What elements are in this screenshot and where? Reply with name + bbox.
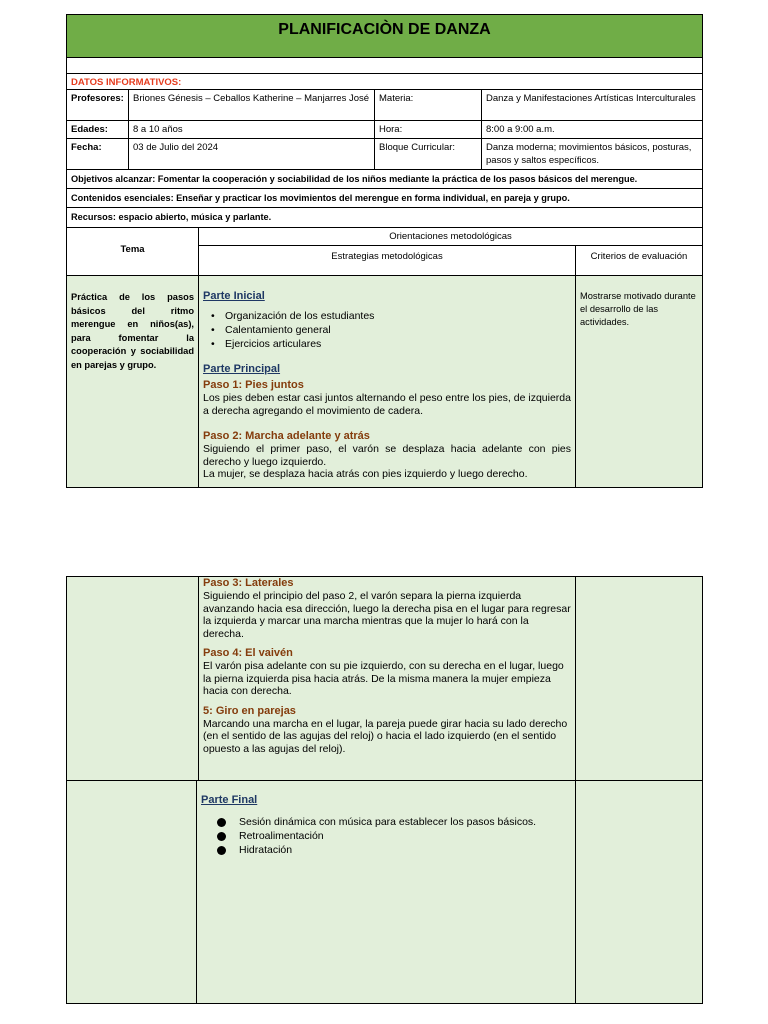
contenidos-row [66,188,703,208]
estrategias-cell-3 [197,794,575,857]
bloque-label: Bloque Curricular: [379,142,456,153]
estrategias-cell-1 [199,290,575,481]
info-section-label: DATOS INFORMATIVOS: [71,77,182,88]
paso2-text-2: La mujer, se desplaza hacia atrás con pies izquierdo y luego derecho. [203,468,528,480]
paso4-title: Paso 4: El vaivén [203,647,293,659]
list-item: • Organización de los estudiantes [211,310,375,322]
parte-final-title: Parte Final [201,794,258,806]
fecha-value: 03 de Julio del 2024 [133,142,219,153]
paso2-title: Paso 2: Marcha adelante y atrás [203,430,370,442]
orientaciones-header: Orientaciones metodológicas [389,231,512,242]
materia-value: Danza y Manifestaciones Artísticas Interculturales [486,93,696,104]
estrategias-cell-2 [199,577,575,755]
paso5-text: Marcando una marcha en el lugar, la pareja puede girar hacia su lado derecho (en el sentido de las agujas del reloj) o hacia el lado izquierdo (en el sentido opuesto a las agujas del reloj). [203,717,568,755]
info-row-fecha [66,138,703,170]
paso2-text-1: Siguiendo el primer paso, el varón se desplaza hacia adelante con pies derecho y luego izquierdo. [203,443,571,468]
info-section-row [66,73,703,90]
edades-value: 8 a 10 años [133,124,183,135]
materia-label: Materia: [379,93,414,104]
list-item: Retroalimentación [217,829,571,843]
hora-label: Hora: [379,124,403,135]
bloque-value: Danza moderna; movimientos básicos, posturas, pasos y saltos específicos. [486,142,692,166]
paso5-title: 5: Giro en parejas [203,704,296,717]
fecha-label: Fecha: [71,142,102,153]
paso3-title: Paso 3: Laterales [203,577,294,589]
info-row-edades [66,120,703,139]
page-title: PLANIFICACIÒN DE DANZA [66,14,703,58]
objetivos-text: Objetivos alcanzar: Fomentar la cooperación y sociabilidad de los niños mediante la práctica de los pasos básicos del merengue. [71,174,638,184]
list-item: Sesión dinámica con música para establecer los pasos básicos. [217,815,571,829]
plan-content-row-2 [66,576,703,781]
criterios-header: Criterios de evaluación [590,251,688,262]
estrategias-header: Estrategias metodológicas [331,251,443,262]
paso1-title: Paso 1: Pies juntos [203,379,304,391]
info-row-profesores [66,89,703,121]
paso4-text: El varón pisa adelante con su pie izquierdo, con su derecha en el lugar, luego la pierna izquierda pisa hacia atrás. De la misma manera la mujer empieza hacia con derecha. [203,660,564,697]
recursos-text: Recursos: espacio abierto, música y parlante. [71,212,272,222]
blank-row [66,57,703,74]
contenidos-text: Contenidos esenciales: Enseñar y practicar los movimientos del merengue en forma individual, en pareja y grupo. [71,193,570,203]
tema-text: Práctica de los pasos básicos del ritmo merengue en niños(as), para fomentar la cooperación y sociabilidad en parejas y grupo. [71,292,194,370]
edades-label: Edades: [71,124,108,135]
list-item: • Ejercicios articulares [211,338,322,350]
plan-header [66,227,703,276]
paso1-text: Los pies deben estar casi juntos alternando el peso entre los pies, de izquierda a derecha agregando el movimiento de cadera. [203,392,571,417]
objetivos-row [66,169,703,189]
hora-value: 8:00 a 9:00 a.m. [486,124,555,135]
tema-header: Tema [120,244,145,255]
parte-final-list [201,815,571,857]
list-item: Hidratación [217,843,571,857]
parte-principal-title: Parte Principal [203,363,281,375]
parte-inicial-title: Parte Inicial [203,290,265,302]
profesores-value: Briones Génesis – Ceballos Katherine – Manjarres José [133,93,370,104]
plan-content-row-3 [66,780,703,1004]
list-item: • Calentamiento general [211,324,331,336]
recursos-row [66,207,703,228]
criterios-text: Mostrarse motivado durante el desarrollo de las actividades. [580,291,696,327]
plan-content-row-1 [66,275,703,488]
parte-inicial-list [203,309,571,351]
paso3-text: Siguiendo el principio del paso 2, el varón separa la pierna izquierda avanzando hacia esa dirección, luego la derecha pisa en el lugar para regresar la izquierda y marcar una marcha mientras que la mujer lo hará con la derecha. [203,590,571,640]
profesores-label: Profesores: [71,93,124,104]
